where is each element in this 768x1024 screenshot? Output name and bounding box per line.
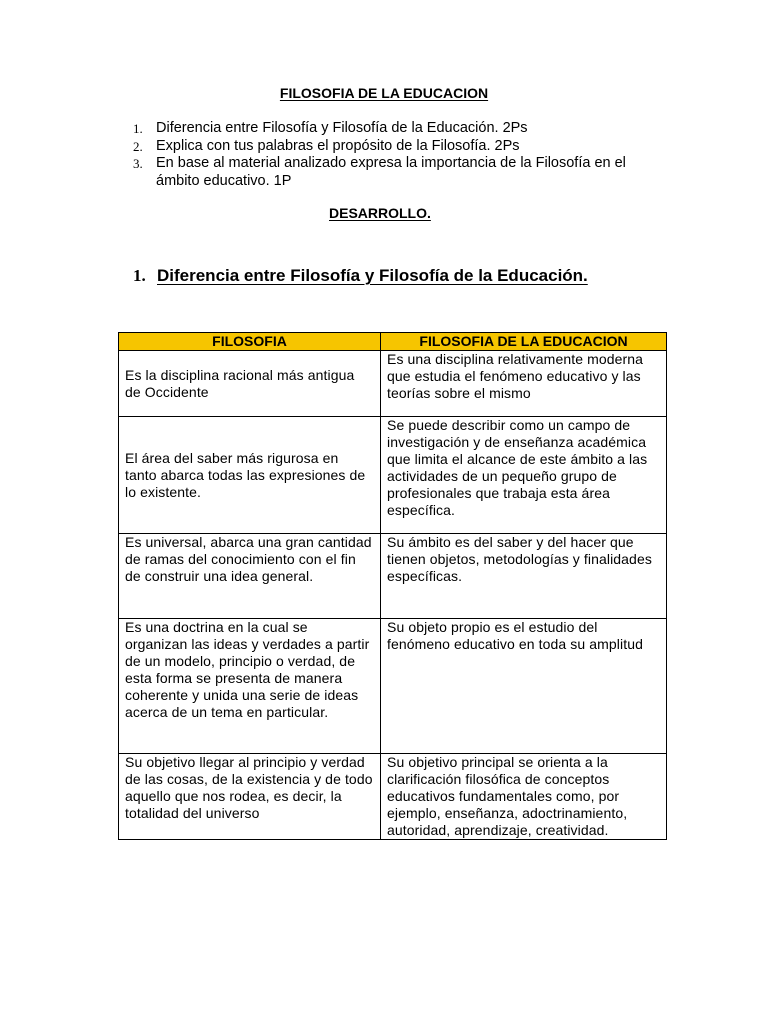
table-row [119, 417, 667, 534]
question-item [133, 155, 673, 190]
table-cell: Se puede describir como un campo de investigación y de enseñanza académica que limita el alcance de este ámbito a las actividades de un pequeño grupo de profesionales que trabaja esta área específica. [381, 417, 667, 534]
question-item [133, 120, 673, 138]
question-text: En base al material analizado expresa la importancia de la Filosofía en el ámbito educativo. 1P [156, 155, 626, 189]
column-header-filosofia-educacion: FILOSOFIA DE LA EDUCACION [381, 333, 667, 351]
question-item [133, 138, 673, 156]
table-cell: Su objetivo principal se orienta a la clarificación filosófica de conceptos educativos fundamentales como, por ejemplo, enseñanza, adoctrinamiento, autoridad, aprendizaje, creatividad. [381, 754, 667, 840]
table-row [119, 534, 667, 619]
section-number: 1. [133, 266, 146, 285]
question-text: Explica con tus palabras el propósito de la Filosofía. 2Ps [156, 137, 520, 154]
table-cell: El área del saber más rigurosa en tanto abarca todas las expresiones de lo existente. [119, 417, 381, 534]
question-number: 1. [133, 121, 143, 136]
question-text: Diferencia entre Filosofía y Filosofía de la Educación. 2Ps [156, 120, 528, 136]
table-header-row [119, 333, 667, 351]
table-row [119, 619, 667, 754]
table-cell: Su ámbito es del saber y del hacer que tienen objetos, metodologías y finalidades específicas. [381, 534, 667, 619]
table-cell: Es una disciplina relativamente moderna que estudia el fenómeno educativo y las teorías sobre el mismo [381, 351, 667, 417]
table-row [119, 351, 667, 417]
question-list [133, 120, 673, 190]
table-row [119, 754, 667, 840]
section-heading [133, 266, 588, 286]
question-number: 2. [133, 138, 143, 154]
column-header-filosofia: FILOSOFIA [119, 333, 381, 351]
table-cell: Su objeto propio es el estudio del fenómeno educativo en toda su amplitud [381, 619, 667, 754]
document-title: FILOSOFIA DE LA EDUCACION [279, 85, 489, 101]
table-cell: Es universal, abarca una gran cantidad de ramas del conocimiento con el fin de construir una idea general. [119, 534, 381, 619]
comparison-table [118, 332, 667, 840]
table-cell: Es una doctrina en la cual se organizan las ideas y verdades a partir de un modelo, principio o verdad, de esta forma se presenta de manera coherente y unida una serie de ideas acerca de un tema en particular. [119, 619, 381, 754]
table-cell: Su objetivo llegar al principio y verdad de las cosas, de la existencia y de todo aquello que nos rodea, es decir, la totalidad del universo [119, 754, 381, 840]
question-number: 3. [133, 156, 143, 171]
table-cell: Es la disciplina racional más antigua de Occidente [119, 351, 381, 417]
section-title: Diferencia entre Filosofía y Filosofía de la Educación. [157, 266, 588, 285]
development-heading: DESARROLLO. [329, 205, 431, 221]
